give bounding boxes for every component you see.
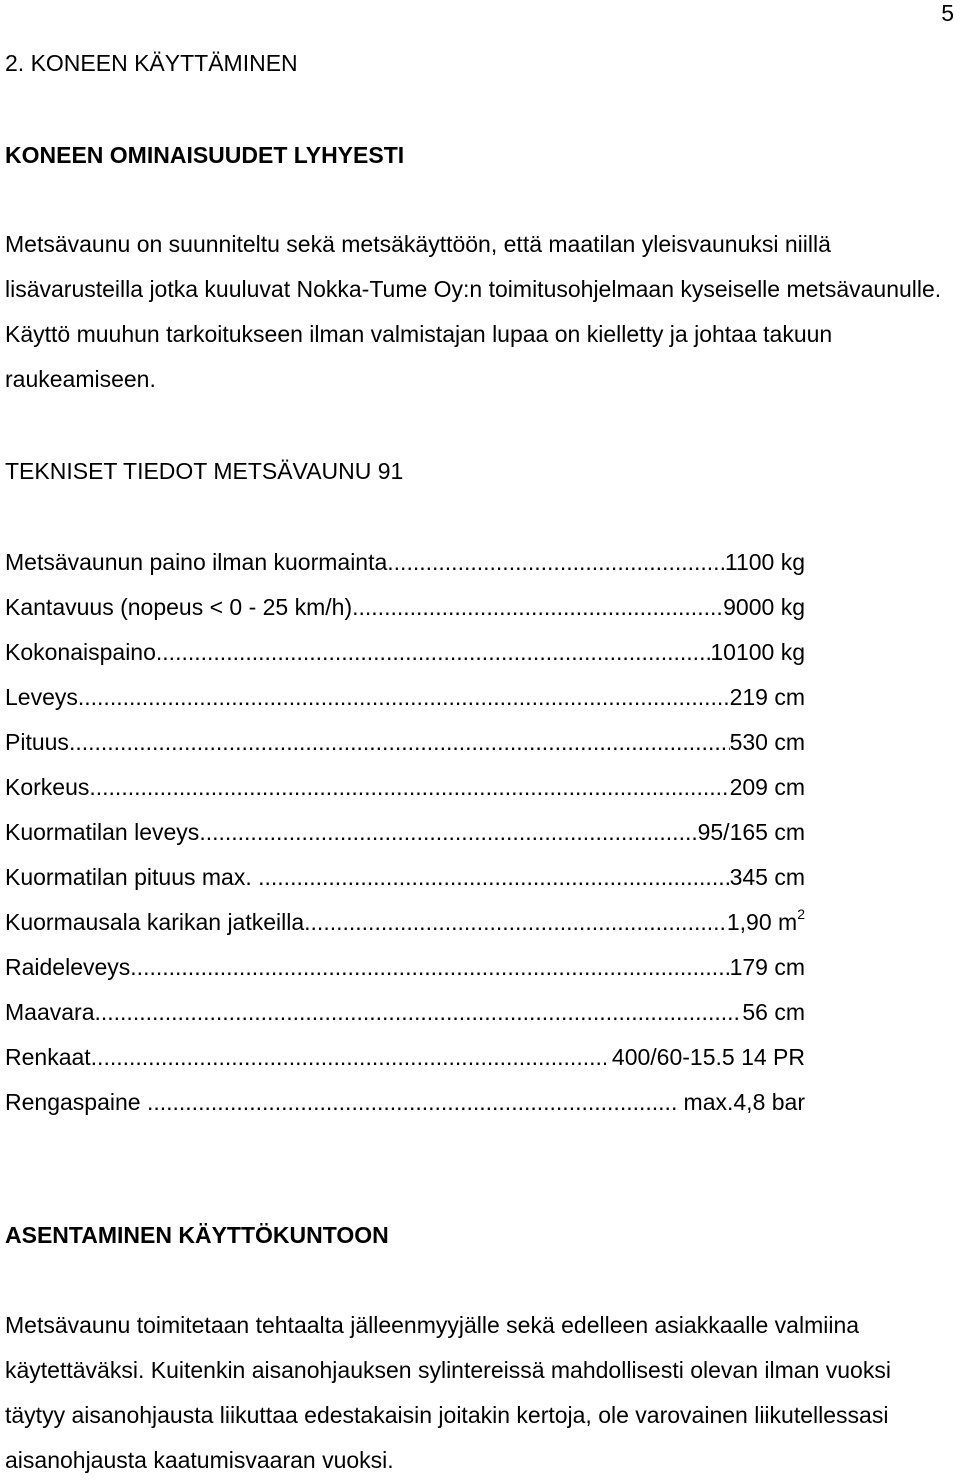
spec-row [5,675,805,720]
spec-value: 56 cm [742,999,805,1025]
spec-row [5,855,805,900]
spec-row [5,900,805,945]
spec-row [5,945,805,990]
dot-leader [199,810,697,855]
dot-leader [156,630,710,675]
spec-label: Renkaat [5,1044,91,1070]
spec-label: Korkeus [5,774,90,800]
spec-label: Kantavuus (nopeus < 0 - 25 km/h) [5,594,353,620]
spec-value: 219 cm [729,684,805,710]
spec-value: 10100 kg [710,639,805,665]
spec-row [5,630,805,675]
spec-row [5,1035,805,1080]
dot-leader [130,945,729,990]
spec-label: Rengaspaine [5,1089,147,1115]
dot-leader [91,1035,606,1080]
spec-label: Kokonaispaino [5,639,156,665]
spec-value: 1100 kg [724,549,805,575]
dot-leader [69,720,730,765]
spec-value [727,900,805,945]
spec-value: 95/165 cm [697,819,805,845]
tech-heading: TEKNISET TIEDOT METSÄVAUNU 91 [5,458,404,484]
spec-row [5,585,805,630]
spec-value: 179 cm [729,954,805,980]
dot-leader [304,900,727,945]
page-number: 5 [941,0,954,26]
dot-leader [352,585,723,630]
install-heading: ASENTAMINEN KÄYTTÖKUNTOON [5,1222,389,1248]
dot-leader [89,765,729,810]
spec-label: Kuormausala karikan jatkeilla [5,909,305,935]
spec-list [5,540,805,1125]
spec-label: Maavara [5,999,95,1025]
spec-value: 530 cm [729,729,805,755]
spec-label: Metsävaunun paino ilman kuormainta [5,549,388,575]
spec-label: Kuormatilan pituus max. [5,864,259,890]
spec-row [5,765,805,810]
spec-row [5,810,805,855]
spec-label: Pituus [5,729,69,755]
features-heading: KONEEN OMINAISUUDET LYHYESTI [5,142,405,168]
spec-row [5,540,805,585]
spec-row [5,720,805,765]
dot-leader [387,540,725,585]
spec-label: Raideleveys [5,954,131,980]
dot-leader [94,990,742,1035]
install-paragraph: Metsävaunu toimitetaan tehtaalta jälleenmyyjälle sekä edelleen asiakkaalle valmiina käytettäväksi. Kuitenkin aisanohjauksen sylintereissä mahdollisesti olevan ilman vuoksi täytyy aisanohjausta liikuttaa edestakaisin joitakin kertoja, ole varovainen liikutellessasi aisanohjausta kaatumisvaaran vuoksi. [5,1312,891,1473]
spec-value: 9000 kg [723,594,805,620]
section-title: 2. KONEEN KÄYTTÄMINEN [5,50,298,76]
spec-row [5,990,805,1035]
dot-leader [258,855,729,900]
dot-leader [147,1080,677,1125]
spec-row [5,1080,805,1125]
spec-value: 345 cm [729,864,805,890]
spec-value-text: 1,90 m [726,909,798,935]
spec-value: 209 cm [729,774,805,800]
spec-value: max.4,8 bar [677,1089,805,1115]
superscript: 2 [797,906,805,923]
spec-label: Kuormatilan leveys [5,819,200,845]
spec-value: 400/60-15.5 14 PR [605,1044,805,1070]
dot-leader [78,675,730,720]
spec-label: Leveys [5,684,78,710]
features-paragraph: Metsävaunu on suunniteltu sekä metsäkäyttöön, että maatilan yleisvaunuksi niillä lisävarusteilla jotka kuuluvat Nokka-Tume Oy:n toimitusohjelmaan kyseiselle metsävaunulle. Käyttö muuhun tarkoitukseen ilman valmistajan lupaa on kielletty ja johtaa takuun raukeamiseen. [5,231,942,392]
